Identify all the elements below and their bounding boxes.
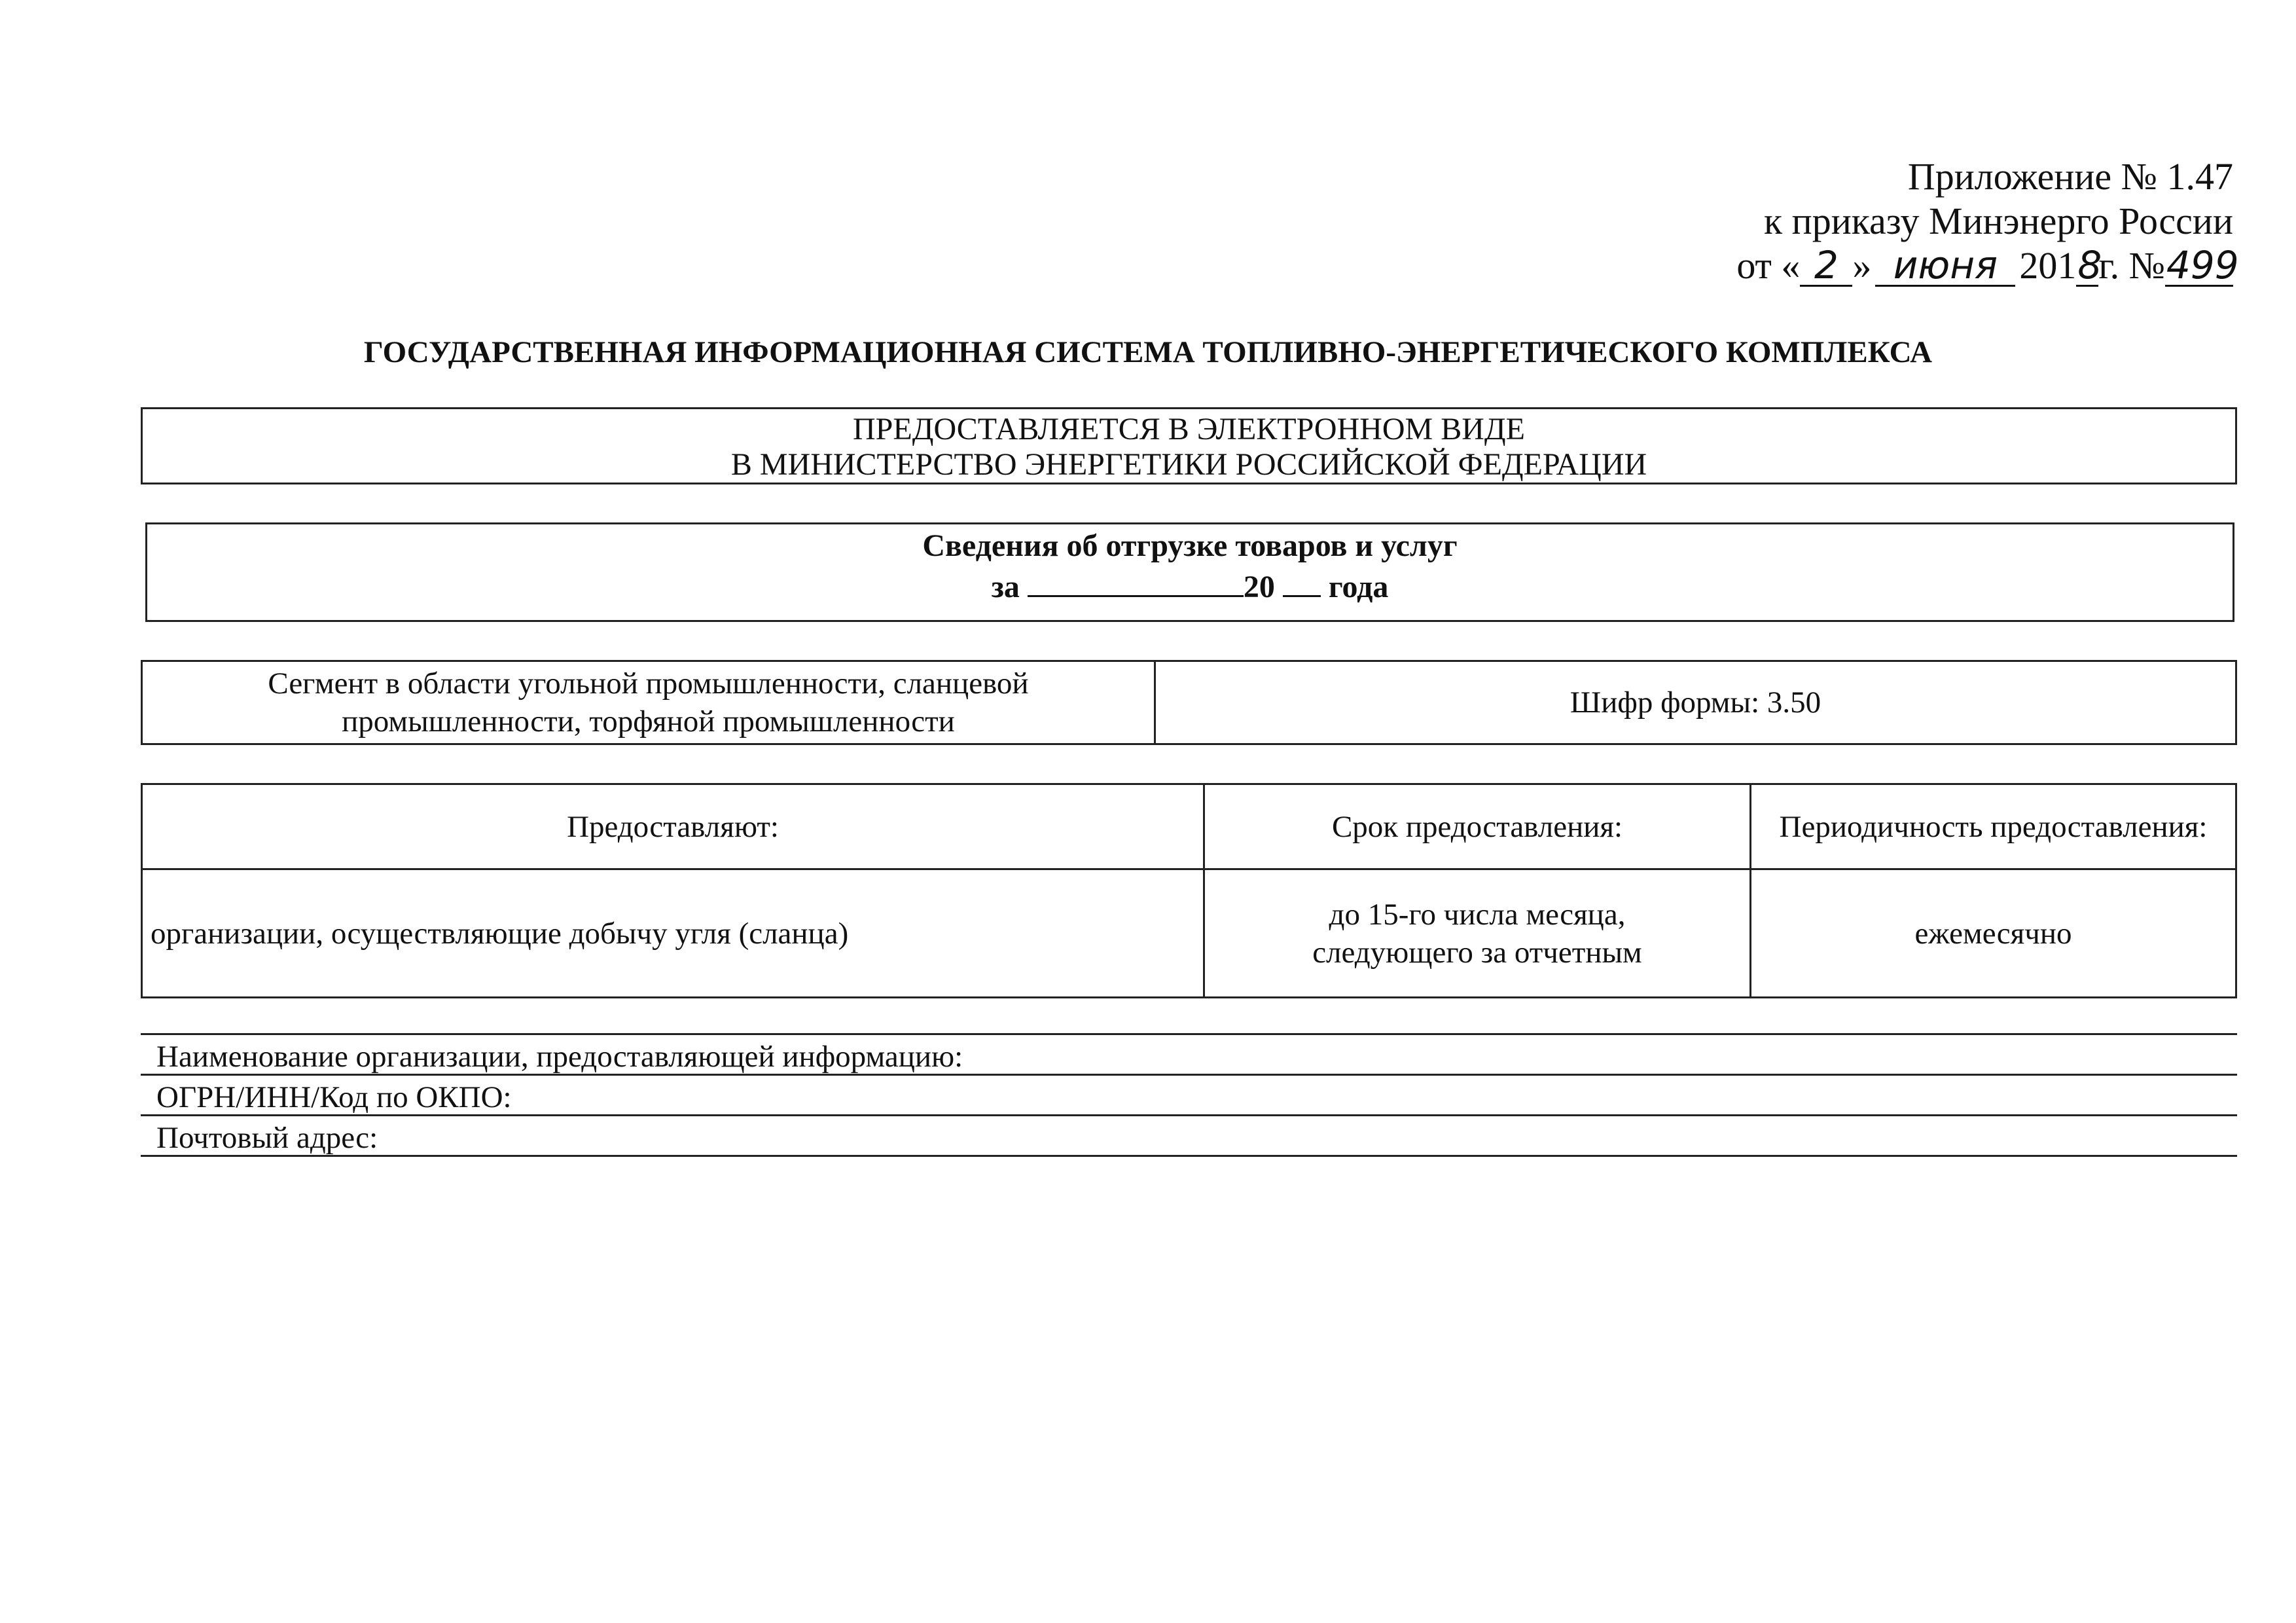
submission-line-1: ПРЕДОСТАВЛЯЕТСЯ В ЭЛЕКТРОННОМ ВИДЕ [853,412,1525,447]
handwritten-month: июня [1875,246,2015,287]
period-suffix: года [1328,570,1389,604]
table-header-row [142,784,2236,869]
field-postal-address[interactable]: Почтовый адрес: [141,1116,2237,1157]
cell-frequency: ежемесячно [1751,869,2236,998]
header-frequency: Периодичность предоставления: [1751,784,2236,869]
form-code: Шифр формы: 3.50 [1570,685,1821,720]
segment-name-cell [143,662,1156,743]
page-title: ГОСУДАРСТВЕННАЯ ИНФОРМАЦИОННАЯ СИСТЕМА ТОПЛИВНО-ЭНЕРГЕТИЧЕСКОГО КОМПЛЕКСА [363,335,1933,369]
appendix-order-date [1644,243,2239,288]
table-row [142,869,2236,998]
cell-providers: организации, осуществляющие добычу угля (сланца) [142,869,1204,998]
cell-deadline [1204,869,1751,998]
deadline-line-1: до 15-го числа месяца, [1329,897,1626,932]
header-deadline: Срок предоставления: [1204,784,1751,869]
submission-line-2: В МИНИСТЕРСТВО ЭНЕРГЕТИКИ РОССИЙСКОЙ ФЕДЕРАЦИИ [730,447,1647,482]
handwritten-order-number: 499 [2166,243,2239,287]
date-mid: » [1852,244,1872,287]
field-ogrn-inn-okpo[interactable]: ОГРН/ИНН/Код по ОКПО: [141,1076,2237,1116]
date-suffix: г. № [2098,244,2165,287]
deadline-line-2: следующего за отчетным [1312,935,1642,970]
report-period [147,565,2233,606]
period-year-blank[interactable] [1283,565,1321,597]
reporting-info-table [141,783,2237,998]
segment-box [141,660,2237,745]
field-organization-name[interactable]: Наименование организации, предоставляющей информацию: [141,1035,2237,1076]
period-prefix: за [991,570,1020,604]
appendix-reference [1644,155,2239,288]
segment-name-line-1: Сегмент в области угольной промышленности, сланцевой [268,666,1029,701]
form-code-cell [1156,662,2235,743]
report-title: Сведения об отгрузке товаров и услуг [922,528,1458,563]
header-providers: Предоставляют: [142,784,1204,869]
appendix-number: Приложение № 1.47 [1907,155,2233,198]
appendix-order-reference: к приказу Минэнерго России [1764,200,2233,242]
submission-box [141,407,2237,484]
period-year-prefix: 20 [1243,570,1275,604]
organization-fields [141,1033,2237,1157]
handwritten-year-digit: 8 [2077,243,2102,287]
handwritten-day: 2 [1800,246,1852,287]
segment-name-line-2: промышленности, торфяной промышленности [342,704,955,739]
period-month-blank[interactable] [1028,565,1244,597]
date-year-prefix: 201 [2019,244,2077,287]
date-prefix: от « [1736,244,1801,287]
report-title-box [145,522,2234,622]
